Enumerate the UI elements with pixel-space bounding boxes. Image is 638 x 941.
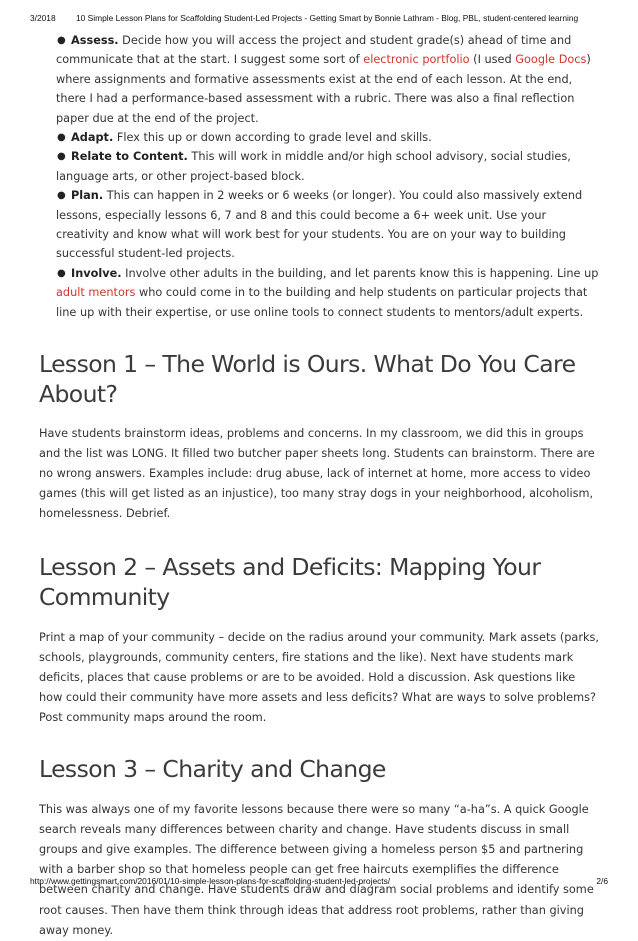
bullet-icon: ● [57, 35, 66, 46]
tip-lead: Adapt. [71, 131, 114, 145]
tip-item-assess [39, 31, 601, 128]
google-docs-link[interactable]: Google Docs [515, 53, 587, 67]
tip-item-involve [39, 264, 601, 322]
print-date: 3/2018 [30, 13, 56, 23]
tip-text: who could come in to the building and help students on particular projects that line up with their expertise, or use online tools to connect students to mentors/adult experts. [56, 286, 588, 319]
lesson-2-body: Print a map of your community – decide on the radius around your community. Mark assets (parks, schools, playgrounds, community centers, fire stations and the like). Next have students mark deficits, places that cause problems or are to be avoided. Hold a discussion. Ask questions like how could their community have more assets and less deficits? What are ways to solve problems? Post community maps around the room. [39, 630, 600, 724]
tip-text: Flex this up or down according to grade level and skills. [113, 131, 432, 145]
electronic-portfolio-link[interactable]: electronic portfolio [363, 53, 470, 67]
adult-mentors-link[interactable]: adult mentors [56, 286, 136, 300]
tip-lead: Plan. [71, 189, 104, 203]
tips-list [39, 31, 601, 322]
lesson-1-heading: Lesson 1 – The World is Ours. What Do You Care About? [39, 350, 576, 409]
bullet-icon: ● [57, 267, 66, 279]
lesson-2-heading: Lesson 2 – Assets and Deficits: Mapping Your Community [39, 552, 541, 611]
tip-text: Involve other adults in the building, and let parents know this is happening. Line up [121, 266, 599, 280]
tip-text: Decide how you will access the project and student grade(s) ahead of time and communicate that at the start. I suggest some sort of [56, 34, 572, 67]
print-page-title: 10 Simple Lesson Plans for Scaffolding Student-Led Projects - Getting Smart by Bonnie Lathram - Blog, PBL, student-centered learning [76, 13, 579, 23]
print-header [30, 13, 610, 23]
tip-lead: Assess. [71, 34, 119, 47]
tip-item-adapt [39, 128, 601, 147]
lesson-1-body: Have students brainstorm ideas, problems and concerns. In my classroom, we did this in groups and the list was LONG. It filled two butcher paper sheets long. Students can brainstorm. There are no wrong answers. Examples include: drug abuse, lack of internet at home, more access to video games (this will get listed as an injustice), too many stray dogs in your neighborhood, alcoholism, homelessness. Debrief. [39, 427, 595, 521]
tip-item-plan [39, 186, 601, 264]
page-url: http://www.gettingsmart.com/2016/01/10-simple-lesson-plans-for-scaffolding-student-led-projects/ [30, 876, 391, 886]
lesson-3-heading: Lesson 3 – Charity and Change [39, 755, 386, 784]
page-number: 2/6 [596, 876, 608, 886]
article-body [39, 31, 601, 941]
bullet-icon: ● [57, 190, 66, 202]
tip-text: ) where assignments and formative assessments exist at the end of each lesson. At the end, there I had a performance-based assessment with a rubric. There was also a final reflection paper due at the end of the project. [56, 53, 591, 125]
tip-text: This will work in middle and/or high school advisory, social studies, language arts, or other project-based block. [56, 150, 571, 183]
bullet-icon: ● [57, 132, 66, 144]
tip-lead: Involve. [71, 266, 122, 280]
tip-text: This can happen in 2 weeks or 6 weeks (or longer). You could also massively extend lessons, especially lessons 6, 7 and 8 and this could become a 6+ week unit. Use your creativity and know what will work best for your students. You are on your way to building successful student-led projects. [56, 189, 583, 261]
tip-text: (I used [469, 53, 516, 67]
lesson-3-body: This was always one of my favorite lessons because there were so many “a-ha”s. A quick Google search reveals many differences between charity and change. Have students discuss in small groups and give examples. The difference between giving a homeless person $5 and partnering with a barber shop so that homeless people can get free haircuts exemplifies the difference between charity and change. Have students draw and diagram social problems and identify some root causes. Then have them think through ideas that address root problems, rather than giving away money. [39, 803, 594, 937]
tip-item-relate [39, 147, 601, 186]
print-footer [30, 876, 608, 886]
tip-lead: Relate to Content. [71, 150, 188, 164]
bullet-icon: ● [57, 151, 66, 163]
